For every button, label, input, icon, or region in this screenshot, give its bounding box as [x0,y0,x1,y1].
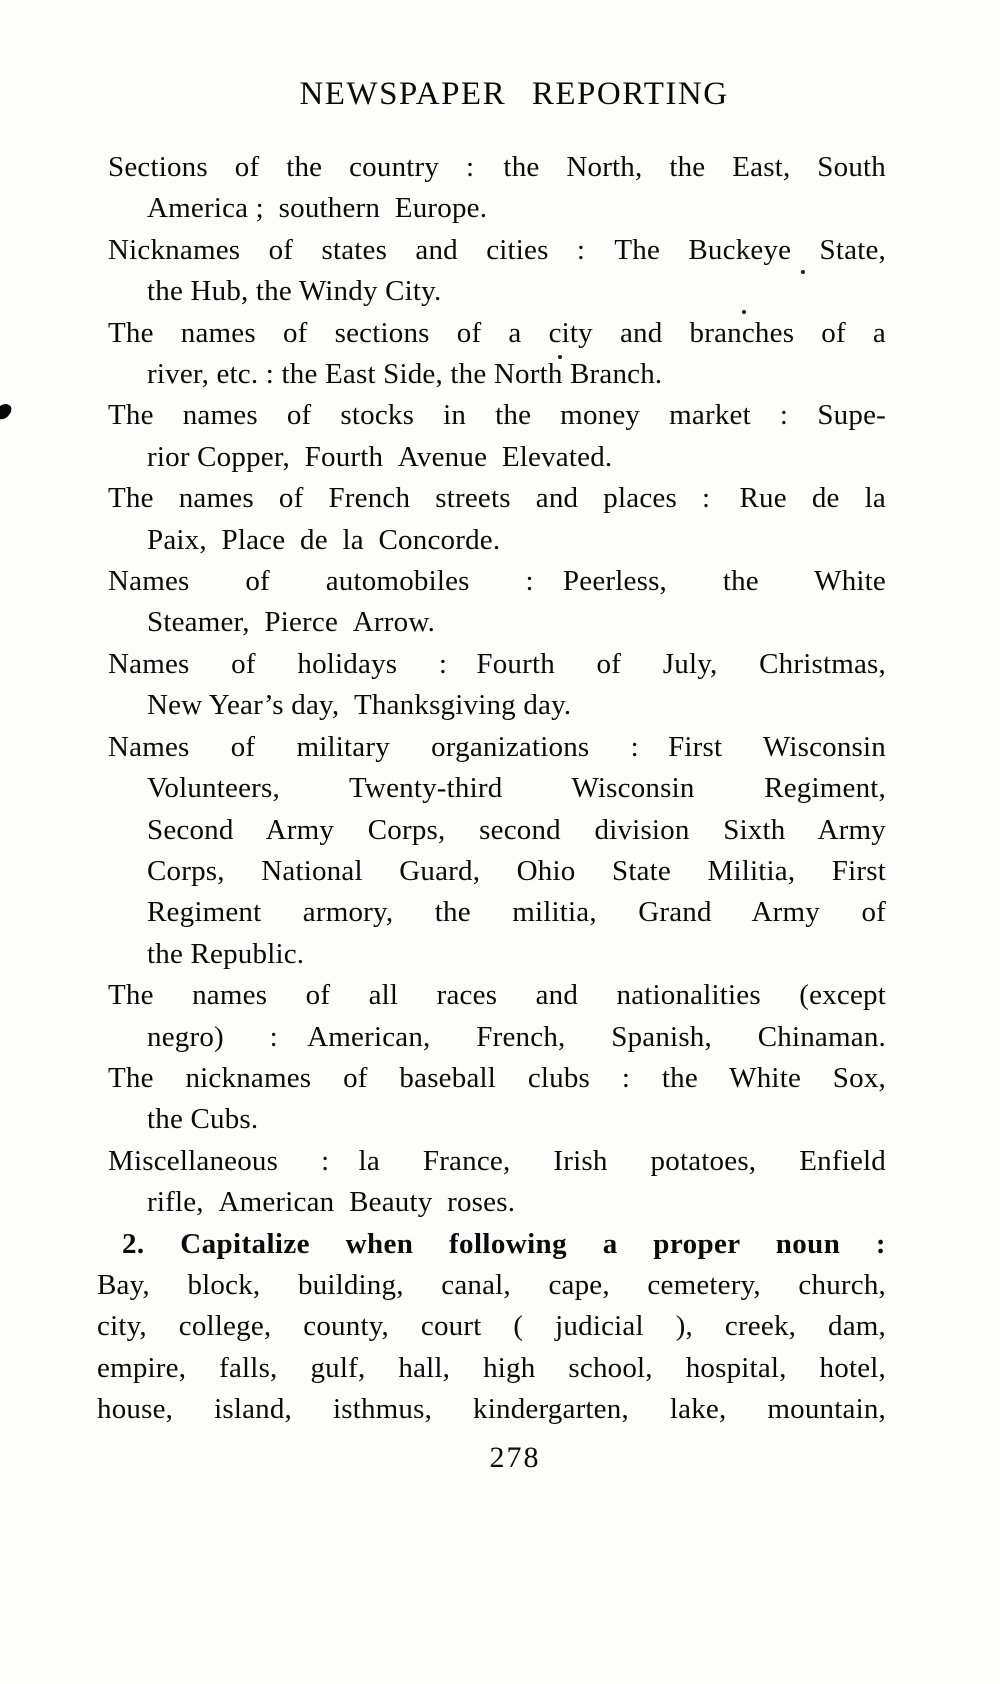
text-line: Bay, block, building, canal, cape, cemetery, church, [97,1268,886,1301]
text-line: the Cubs. [147,1103,259,1136]
text-line: Miscellaneous : la France, Irish potatoes, Enfield [108,1144,886,1177]
text-line: The names of sections of a city and branches of a [108,316,886,349]
text-line: The names of French streets and places : Rue de la [108,482,886,515]
text-line: rior Copper, Fourth Avenue Elevated. [147,440,613,473]
text-line: house, island, isthmus, kindergarten, lake, mountain, [97,1393,886,1426]
running-head: NEWSPAPER REPORTING [299,76,729,112]
page-number: 278 [489,1441,541,1474]
text-block [97,147,886,1431]
text-line: Names of holidays : Fourth of July, Christmas, [108,647,886,680]
text-line: The names of stocks in the money market : Supe- [108,399,886,432]
text-line: 2. Capitalize when following a proper noun : [122,1227,886,1260]
text-line: Paix, Place de la Concorde. [147,523,501,556]
text-line: Sections of the country : the North, the East, South [108,151,886,183]
text-line: New Year’s day, Thanksgiving day. [147,689,572,722]
ink-speck-artifact [0,401,14,422]
text-line: The names of all races and nationalities (except [108,979,886,1012]
text-line: empire, falls, gulf, hall, high school, hospital, hotel, [97,1351,886,1384]
text-line: river, etc. : the East Side, the North Branch. [147,358,663,391]
text-line: city, college, county, court ( judicial ), creek, dam, [97,1310,886,1343]
text-line: The nicknames of baseball clubs : the White Sox, [108,1061,886,1094]
text-line: Corps, National Guard, Ohio State Militia, First [147,854,886,887]
text-line: America ; southern Europe. [147,192,488,225]
text-line: Names of military organizations : First Wisconsin [108,730,886,763]
text-line: the Republic. [147,937,305,970]
text-line: Volunteers, Twenty-third Wisconsin Regiment, [147,772,886,805]
text-line: rifle, American Beauty roses. [147,1186,516,1219]
text-line: Nicknames of states and cities : The Buckeye State, [108,233,886,266]
text-line: Second Army Corps, second division Sixth Army [147,813,886,846]
text-line: Names of automobiles : Peerless, the White [108,565,886,598]
text-line: negro) : American, French, Spanish, Chinaman. [147,1020,886,1053]
text-line: Regiment armory, the militia, Grand Army of [147,896,886,929]
text-line: Steamer, Pierce Arrow. [147,606,436,639]
text-line: the Hub, the Windy City. [147,275,442,308]
